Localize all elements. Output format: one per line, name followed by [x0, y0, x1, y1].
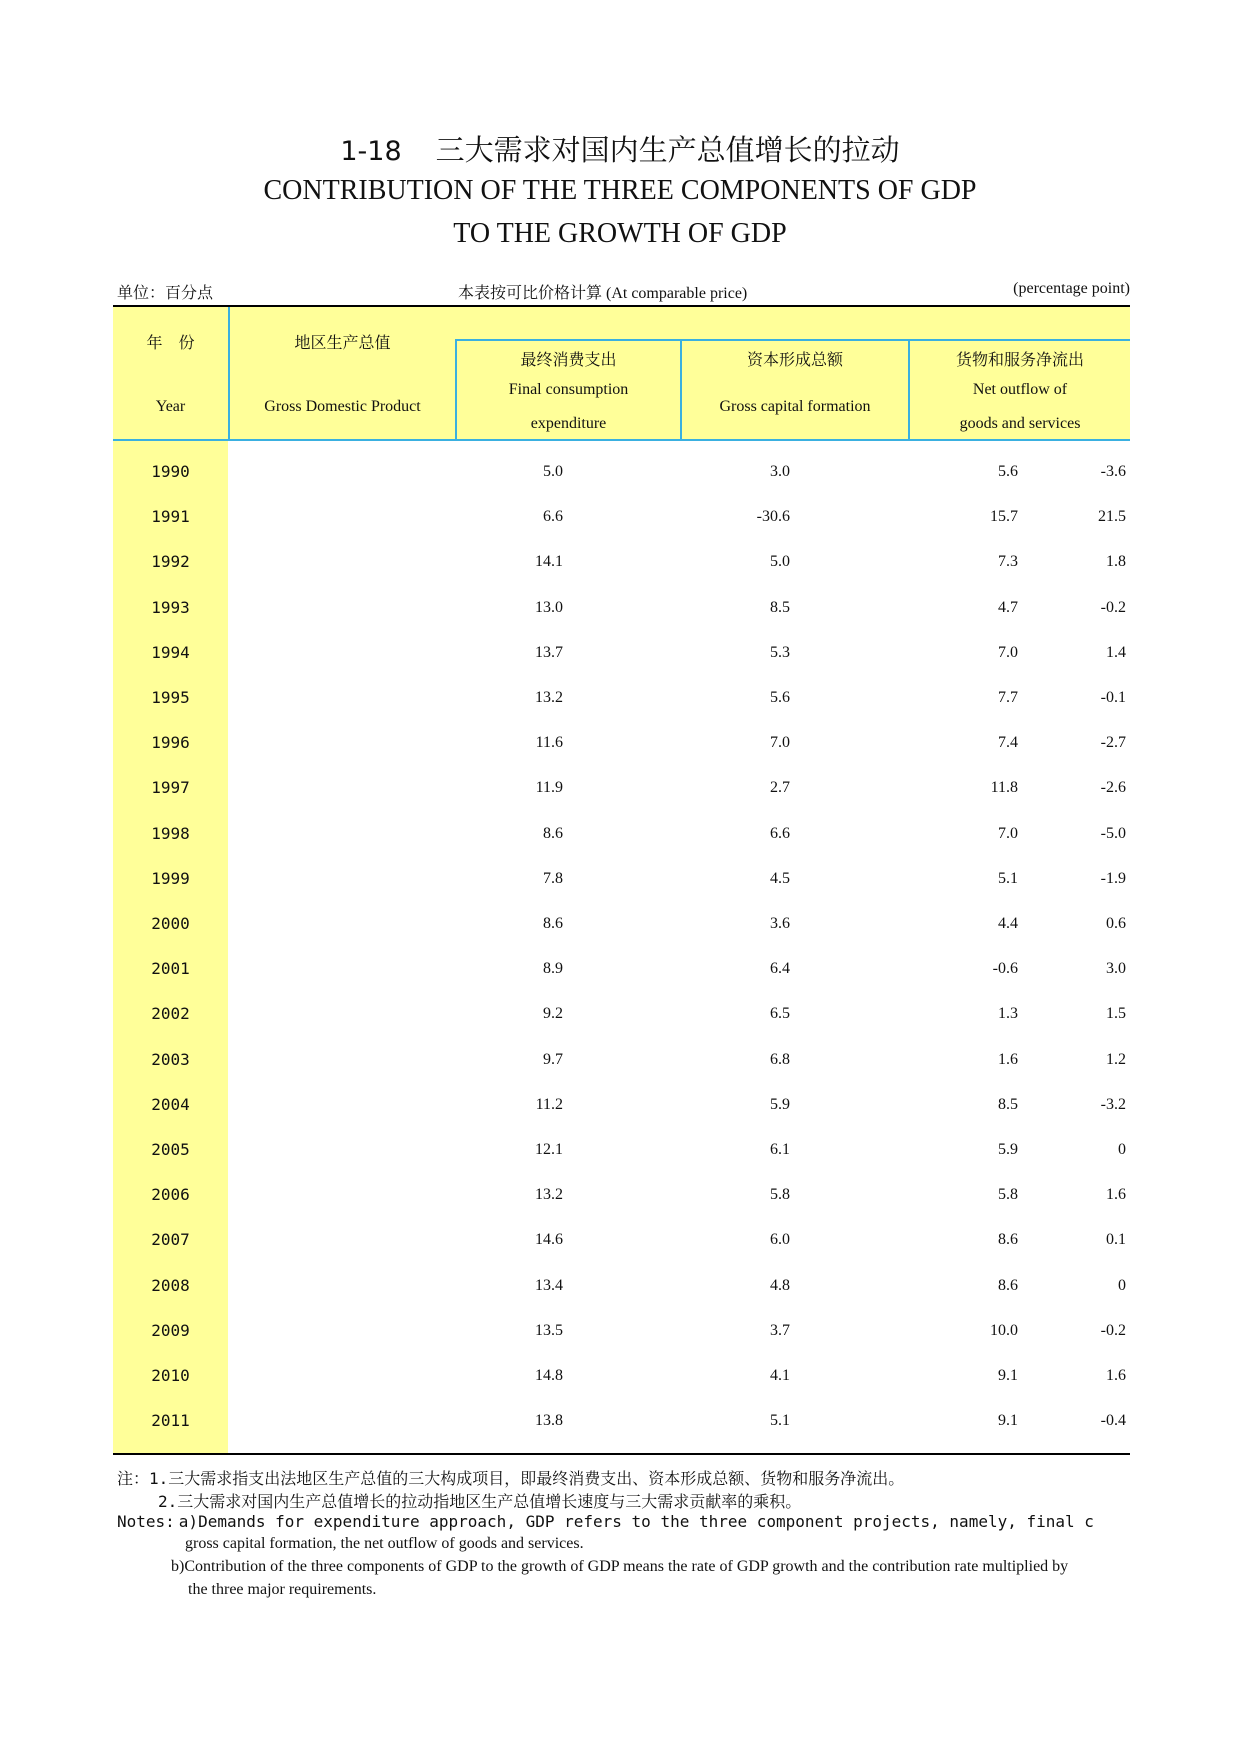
gdp-cell: 13.0 — [535, 598, 563, 616]
unit-label: 单位：百分点 — [117, 285, 214, 302]
netoutflow-cell: 0.6 — [1106, 915, 1126, 932]
consumption-cell: 6.8 — [770, 1050, 790, 1068]
table-row — [113, 1217, 1130, 1262]
page-title-en-line2: TO THE GROWTH OF GDP — [453, 218, 787, 249]
table-row — [113, 1082, 1130, 1127]
netoutflow-cell: 3.0 — [1106, 960, 1126, 978]
capital-cell: 5.6 — [998, 463, 1018, 480]
table-row — [113, 675, 1130, 720]
netoutflow-cell: -3.2 — [1100, 1095, 1126, 1113]
table-row — [113, 720, 1130, 765]
netoutflow-cell: 0 — [1118, 1276, 1126, 1294]
table-row — [113, 539, 1130, 584]
gdp-cell: 7.8 — [543, 869, 563, 887]
year-cell: 1991 — [151, 507, 190, 527]
netoutflow-cell: 1.4 — [1106, 643, 1126, 661]
year-cell: 1992 — [151, 552, 190, 572]
capital-cell: 8.6 — [998, 1231, 1018, 1249]
price-note: 本表按可比价格计算 (At comparable price) — [458, 285, 748, 302]
consumption-cell: 6.1 — [770, 1141, 790, 1158]
table-row — [113, 1127, 1130, 1172]
consumption-cell: 5.1 — [770, 1412, 790, 1430]
netoutflow-cell: -3.6 — [1100, 463, 1126, 480]
consumption-cell: 6.5 — [770, 1005, 790, 1023]
consumption-cell: 3.0 — [770, 463, 790, 480]
netoutflow-cell: 1.5 — [1106, 1005, 1126, 1023]
year-cell: 2003 — [151, 1049, 190, 1069]
table-row — [113, 811, 1130, 856]
table-row — [113, 449, 1130, 494]
netoutflow-cell: 0.1 — [1106, 1231, 1126, 1249]
table-row — [113, 1398, 1130, 1443]
note-zh-1-number: 1. — [149, 1469, 169, 1488]
year-cell: 2009 — [151, 1320, 190, 1340]
header-consumption-en2: expenditure — [530, 415, 607, 432]
consumption-cell: 5.6 — [770, 689, 790, 706]
netoutflow-cell: -2.6 — [1100, 779, 1126, 797]
table-row — [113, 856, 1130, 901]
consumption-cell: 7.0 — [770, 734, 790, 752]
gdp-cell: 11.9 — [535, 779, 563, 797]
year-cell: 2011 — [151, 1411, 190, 1431]
year-cell: 2010 — [151, 1366, 190, 1385]
year-cell: 1997 — [151, 778, 190, 798]
netoutflow-cell: -5.0 — [1100, 824, 1126, 842]
capital-cell: 1.6 — [998, 1050, 1018, 1068]
capital-cell: 8.5 — [998, 1095, 1018, 1113]
table-row — [113, 494, 1130, 539]
year-cell: 2001 — [151, 959, 190, 979]
table-row — [113, 1172, 1130, 1217]
netoutflow-cell: -0.2 — [1100, 598, 1126, 616]
netoutflow-cell: 1.6 — [1106, 1186, 1126, 1204]
year-cell: 2004 — [151, 1094, 190, 1114]
capital-cell: 8.6 — [998, 1276, 1018, 1294]
capital-cell: -0.6 — [992, 960, 1018, 978]
header-netoutflow-zh: 货物和服务净流出 — [955, 352, 1084, 369]
unit-label-en: (percentage point) — [1013, 280, 1130, 297]
table-row — [113, 901, 1130, 946]
consumption-cell: 4.1 — [770, 1367, 790, 1384]
capital-cell: 15.7 — [990, 508, 1018, 526]
capital-cell: 7.3 — [998, 553, 1018, 571]
gdp-cell: 8.6 — [543, 824, 563, 842]
table-row — [113, 630, 1130, 675]
title-zh-text: 三大需求对国内生产总值增长的拉动 — [435, 135, 900, 167]
page-title-en-line1: CONTRIBUTION OF THE THREE COMPONENTS OF GDP — [263, 175, 977, 206]
capital-cell: 7.0 — [998, 824, 1018, 842]
year-cell: 1994 — [151, 642, 190, 662]
gdp-cell: 9.2 — [543, 1005, 563, 1023]
note-zh-prefix: 注： — [117, 1471, 150, 1488]
header-netoutflow-en2: goods and services — [959, 415, 1081, 432]
consumption-cell: 8.5 — [770, 598, 790, 616]
gdp-cell: 14.8 — [535, 1367, 563, 1384]
capital-cell: 5.9 — [998, 1141, 1018, 1158]
gdp-cell: 11.6 — [535, 734, 563, 752]
capital-cell: 4.7 — [998, 598, 1018, 616]
year-cell: 1995 — [151, 688, 190, 707]
year-cell: 1990 — [151, 462, 190, 481]
note-en-b: b)Contribution of the three components of GDP to the growth of GDP means the rate of GDP growth and the contribution rate multiplied by — [171, 1558, 1069, 1575]
header-year-zh: 年 份 — [146, 335, 195, 352]
gdp-cell: 13.2 — [535, 1186, 563, 1204]
header-gdp-zh: 地区生产总值 — [294, 335, 391, 352]
capital-cell: 9.1 — [998, 1367, 1018, 1384]
gdp-cell: 13.4 — [535, 1276, 563, 1294]
netoutflow-cell: -0.4 — [1100, 1412, 1126, 1430]
consumption-cell: 6.4 — [770, 960, 790, 978]
gdp-cell: 13.8 — [535, 1412, 563, 1430]
consumption-cell: 2.7 — [770, 779, 790, 797]
gdp-cell: 12.1 — [535, 1141, 563, 1158]
header-netoutflow-en1: Net outflow of — [972, 381, 1068, 398]
note-zh-2-text: 三大需求对国内生产总值增长的拉动指地区生产总值增长速度与三大需求贡献率的乘积。 — [177, 1494, 802, 1511]
year-cell: 1999 — [151, 868, 190, 888]
table-row — [113, 585, 1130, 630]
year-cell: 2008 — [151, 1275, 190, 1295]
gdp-cell: 6.6 — [543, 508, 563, 526]
note-en-prefix: Notes: — [117, 1512, 175, 1531]
note-en-a-cont: gross capital formation, the net outflow of goods and services. — [185, 1535, 584, 1552]
consumption-cell: 5.0 — [770, 553, 790, 571]
year-cell: 2002 — [151, 1004, 190, 1024]
table-row — [113, 1037, 1130, 1082]
header-gdp-en: Gross Domestic Product — [264, 398, 421, 415]
consumption-cell: 4.8 — [770, 1276, 790, 1294]
year-cell: 2005 — [151, 1140, 190, 1159]
consumption-cell: -30.6 — [756, 508, 790, 526]
header-year-en: Year — [155, 398, 186, 415]
gdp-cell: 8.6 — [543, 915, 563, 932]
capital-cell: 5.8 — [998, 1186, 1018, 1204]
capital-cell: 5.1 — [998, 869, 1018, 887]
netoutflow-cell: -0.2 — [1100, 1321, 1126, 1339]
header-capital-en: Gross capital formation — [719, 398, 871, 415]
consumption-cell: 5.9 — [770, 1095, 790, 1113]
capital-cell: 9.1 — [998, 1412, 1018, 1430]
netoutflow-cell: 21.5 — [1098, 508, 1126, 526]
capital-cell: 11.8 — [990, 779, 1018, 797]
table-row — [113, 1308, 1130, 1353]
netoutflow-cell: 1.8 — [1106, 553, 1126, 571]
netoutflow-cell: 1.6 — [1106, 1367, 1126, 1384]
header-consumption-en1: Final consumption — [508, 381, 629, 398]
gdp-cell: 13.2 — [535, 689, 563, 706]
consumption-cell: 4.5 — [770, 869, 790, 887]
note-en-a — [117, 1512, 1134, 1532]
gdp-cell: 5.0 — [543, 463, 563, 480]
bottom-rule — [113, 1453, 1130, 1455]
capital-cell: 7.4 — [998, 734, 1018, 752]
consumption-cell: 6.0 — [770, 1231, 790, 1249]
header-bottom-rule — [113, 439, 1130, 441]
consumption-cell: 5.3 — [770, 643, 790, 661]
capital-cell: 10.0 — [990, 1321, 1018, 1339]
capital-cell: 7.0 — [998, 643, 1018, 661]
netoutflow-cell: -2.7 — [1100, 734, 1126, 752]
table-row — [113, 1263, 1130, 1308]
year-cell: 2000 — [151, 914, 190, 933]
capital-cell: 7.7 — [998, 689, 1018, 706]
gdp-cell: 13.7 — [535, 643, 563, 661]
gdp-cell: 11.2 — [535, 1095, 563, 1113]
year-cell: 1996 — [151, 733, 190, 753]
netoutflow-cell: 0 — [1118, 1141, 1126, 1158]
consumption-cell: 6.6 — [770, 824, 790, 842]
netoutflow-cell: -1.9 — [1100, 869, 1126, 887]
table-row — [113, 1353, 1130, 1398]
consumption-cell: 5.8 — [770, 1186, 790, 1204]
year-cell: 2006 — [151, 1185, 190, 1205]
header-subrule — [455, 339, 1130, 341]
table-row — [113, 991, 1130, 1036]
netoutflow-cell: 1.2 — [1106, 1050, 1126, 1068]
gdp-cell: 13.5 — [535, 1321, 563, 1339]
note-zh-2-number: 2. — [158, 1492, 178, 1511]
capital-cell: 1.3 — [998, 1005, 1018, 1023]
year-cell: 1998 — [151, 823, 190, 843]
note-en-a-text: a)Demands for expenditure approach, GDP refers to the three component projects, namely, final c — [178, 1512, 1094, 1531]
header-divider — [228, 307, 230, 441]
gdp-cell: 9.7 — [543, 1050, 563, 1068]
header-consumption-zh: 最终消费支出 — [520, 352, 617, 369]
note-zh-1-text: 三大需求指支出法地区生产总值的三大构成项目，即最终消费支出、资本形成总额、货物和服务净流出。 — [168, 1471, 905, 1488]
note-en-b-cont: the three major requirements. — [188, 1581, 377, 1598]
consumption-cell: 3.6 — [770, 915, 790, 932]
consumption-cell: 3.7 — [770, 1321, 790, 1339]
header-capital-zh: 资本形成总额 — [746, 352, 843, 369]
page-title-zh — [0, 128, 1240, 169]
table-row — [113, 946, 1130, 991]
year-cell: 2007 — [151, 1230, 190, 1250]
capital-cell: 4.4 — [998, 915, 1018, 932]
year-cell: 1993 — [151, 597, 190, 617]
note-zh-2 — [158, 1489, 801, 1512]
netoutflow-cell: -0.1 — [1100, 689, 1126, 706]
table-number: 1-18 — [340, 136, 402, 167]
gdp-cell: 14.6 — [535, 1231, 563, 1249]
note-zh-1 — [117, 1466, 904, 1489]
gdp-cell: 8.9 — [543, 960, 563, 978]
table-row — [113, 765, 1130, 810]
gdp-cell: 14.1 — [535, 553, 563, 571]
